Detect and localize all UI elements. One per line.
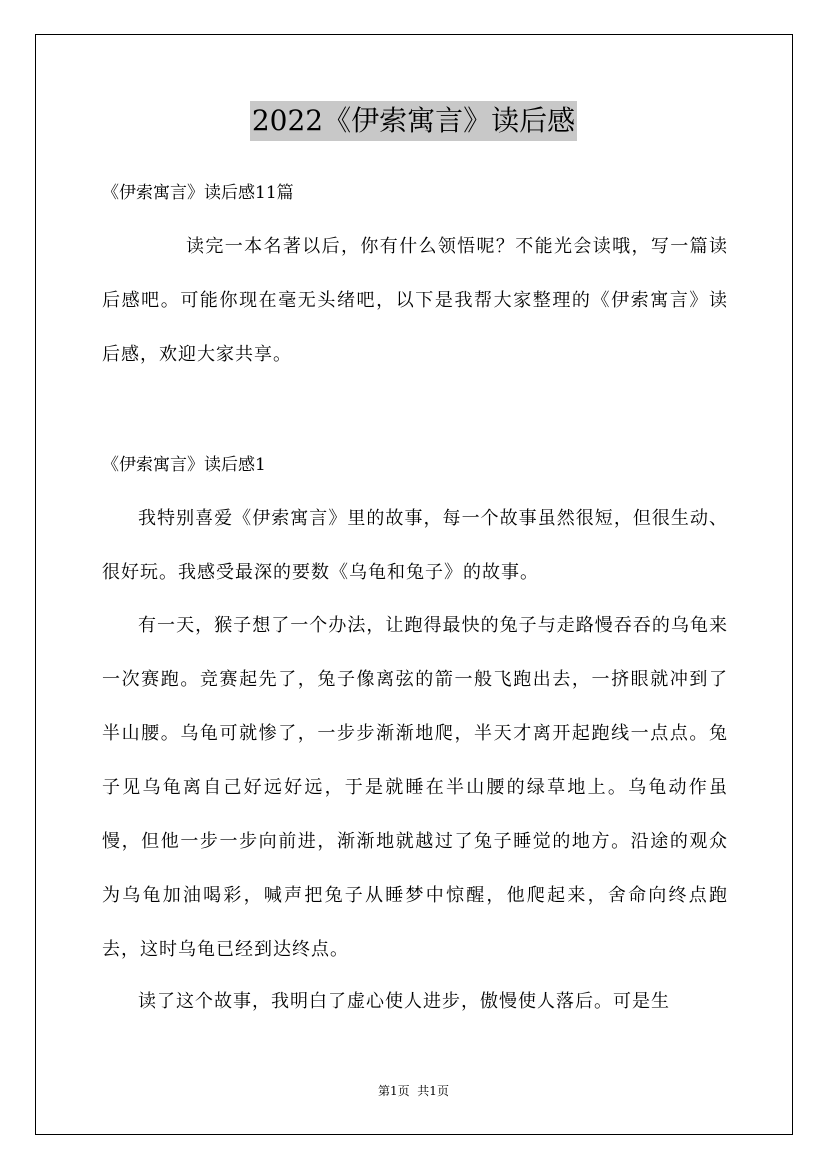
title-container (0, 101, 827, 141)
document-title: 2022《伊索寓言》读后感 (250, 101, 577, 141)
body-paragraph-2: 有一天，猴子想了一个办法，让跑得最快的兔子与走路慢吞吞的乌龟来一次赛跑。竞赛起先了，兔子像离弦的箭一般飞跑出去，一挤眼就冲到了半山腰。乌龟可就惨了，一步步渐渐地爬，半天才离开起跑线一点点。兔子见乌龟离自己好远好远，于是就睡在半山腰的绿草地上。乌龟动作虽慢，但他一步一步向前进，渐渐地就越过了兔子睡觉的地方。沿途的观众为乌龟加油喝彩，喊声把兔子从睡梦中惊醒，他爬起来，舍命向终点跑去，这时乌龟已经到达终点。 (102, 615, 728, 960)
body-paragraph-1: 我特别喜爱《伊索寓言》里的故事，每一个故事虽然很短，但很生动、很好玩。我感受最深的要数《乌龟和兔子》的故事。 (102, 508, 728, 583)
intro-paragraph: 读完一本名著以后，你有什么领悟呢？不能光会读哦，写一篇读后感吧。可能你现在毫无头绪吧，以下是我帮大家整理的《伊索寓言》读后感，欢迎大家共享。 (102, 236, 728, 365)
page-footer: 第1页 共1页 (378, 1084, 449, 1098)
document-subtitle: 《伊索寓言》读后感11篇 (102, 183, 294, 203)
body-paragraph-3: 读了这个故事，我明白了虚心使人进步，傲慢使人落后。可是生 (138, 991, 670, 1012)
section-heading: 《伊索寓言》读后感1 (102, 455, 266, 475)
